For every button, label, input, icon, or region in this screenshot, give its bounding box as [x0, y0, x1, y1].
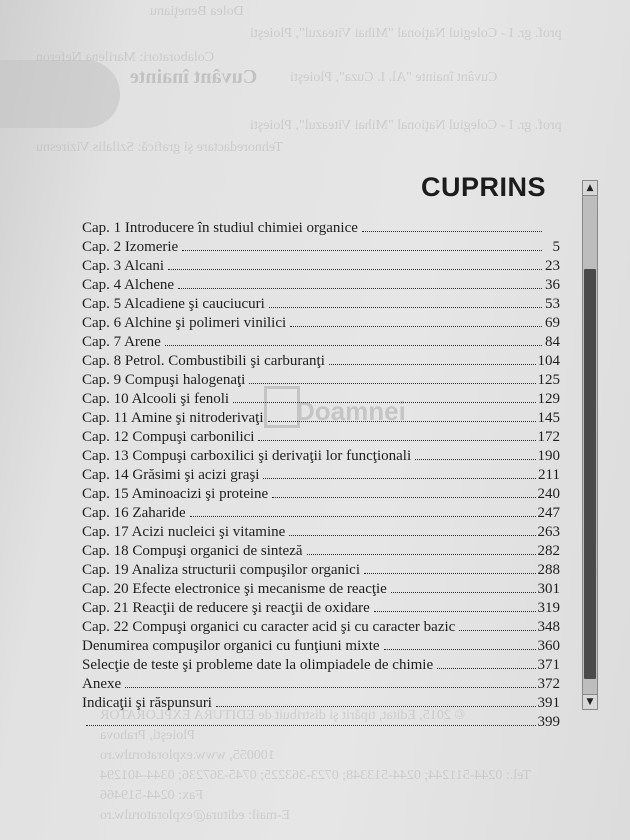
toc-entry-label: Denumirea compuşilor organici cu funţiuni mixte	[82, 638, 380, 654]
toc-entry[interactable]	[82, 713, 560, 732]
dot-leader	[391, 591, 536, 593]
toc-entry-page-number: 211	[538, 467, 560, 483]
dot-leader	[165, 344, 542, 346]
toc-entry[interactable]	[82, 561, 560, 580]
toc-entry-label: Cap. 7 Arene	[82, 334, 161, 350]
dot-leader	[258, 439, 535, 441]
dot-leader	[329, 363, 536, 365]
toc-entry[interactable]	[82, 257, 560, 276]
bleed-text-line: prof. gr. I - Colegiul Naţional "Mihai Viteazul", Ploieşti	[250, 26, 562, 41]
toc-entry[interactable]	[82, 694, 560, 713]
bleed-text-line: Tehnoredactare şi grafică: Szilalis Viziresnu	[36, 140, 283, 155]
watermark-text: Doamnei	[296, 396, 406, 426]
bleed-text-line: E-mail: editura@exploratorulw.ro	[100, 808, 291, 823]
toc-entry-label: Cap. 19 Analiza structurii compuşilor organici	[82, 562, 360, 578]
toc-entry[interactable]	[82, 333, 560, 352]
toc-entry-label: Cap. 5 Alcadiene şi cauciucuri	[82, 296, 265, 312]
toc-entry[interactable]	[82, 276, 560, 295]
bleed-heading: Cuvânt înainte	[130, 66, 258, 88]
toc-entry[interactable]	[82, 238, 560, 257]
bleed-text-line: Dolea Beneţianu	[150, 4, 244, 19]
toc-entry-label: Cap. 11 Amine şi nitroderivaţi	[82, 410, 264, 426]
toc-entry[interactable]	[82, 542, 560, 561]
dot-leader	[289, 534, 535, 536]
bleed-text-line: © 2015, Editat, tipărit şi distribuit de EDITURA EXPLORATOR	[100, 708, 466, 723]
toc-title: CUPRINS	[420, 172, 546, 202]
toc-entry-page-number: 399	[537, 714, 560, 730]
toc-entry-label: Cap. 14 Grăsimi şi acizi graşi	[82, 467, 260, 483]
toc-entry-label: Cap. 13 Compuşi carboxilici şi derivaţii lor funcţionali	[82, 448, 412, 464]
toc-entry-page-number: 125	[537, 372, 560, 388]
toc-entry-label: Cap. 22 Compuşi organici cu caracter acid şi cu caracter bazic	[82, 619, 456, 635]
dot-leader	[178, 287, 542, 289]
toc-entry-page-number: 348	[537, 619, 560, 635]
toc-entry-page-number: 372	[537, 676, 560, 692]
toc-entry[interactable]	[82, 485, 560, 504]
toc-entry[interactable]	[82, 314, 560, 333]
toc-entry-page-number: 190	[537, 448, 560, 464]
toc-entry-label: Cap. 6 Alchine şi polimeri vinilici	[82, 315, 287, 331]
toc-entry[interactable]	[82, 599, 560, 618]
toc-entry-label: Cap. 18 Compuşi organici de sinteză	[82, 543, 303, 559]
bleed-text-line: Fax: 0244-519466	[100, 788, 204, 803]
toc-entry[interactable]	[82, 675, 560, 694]
toc-entry-label: Cap. 3 Alcani	[82, 258, 165, 274]
toc-entry[interactable]	[82, 580, 560, 599]
bleed-text-line: 100055, www.exploratorulw.ro	[100, 748, 275, 763]
dot-leader	[307, 553, 536, 555]
toc-entry-page-number: 36	[545, 277, 560, 293]
toc-entry-label: Cap. 4 Alchene	[82, 277, 175, 293]
vertical-scrollbar[interactable]	[582, 180, 598, 710]
dot-leader	[437, 667, 535, 669]
toc-entry-page-number: 240	[537, 486, 560, 502]
dot-leader	[168, 268, 542, 270]
toc-entry-page-number: 371	[537, 657, 560, 673]
bleed-text-line: Tel.: 0244-511244; 0244-513348; 0723-363225; 0745-367236; 0344-401294	[100, 768, 531, 783]
toc-entry[interactable]	[82, 390, 560, 409]
toc-entry-page-number: 301	[537, 581, 560, 597]
toc-entry-page-number: 69	[545, 315, 560, 331]
toc-entry-label: Cap. 2 Izomerie	[82, 239, 179, 255]
toc-entry-page-number: 247	[537, 505, 560, 521]
dot-leader	[182, 249, 542, 251]
dot-leader	[263, 477, 536, 479]
toc-entry[interactable]	[82, 447, 560, 466]
toc-entry-page-number: 288	[537, 562, 560, 578]
toc-entry-label: Cap. 10 Alcooli şi fenoli	[82, 391, 230, 407]
toc-entry-label: Indicaţii şi răspunsuri	[82, 695, 212, 711]
toc-entry-label: Cap. 20 Efecte electronice şi mecanisme de reacţie	[82, 581, 387, 597]
toc-entry-page-number: 172	[537, 429, 560, 445]
bleed-text-line: Ploieşti, Prahova	[100, 728, 195, 743]
toc-entry-label: Cap. 15 Aminoacizi şi proteine	[82, 486, 269, 502]
dot-leader	[415, 458, 535, 460]
toc-entry[interactable]	[82, 428, 560, 447]
dot-leader	[249, 382, 535, 384]
toc-entry-label: Cap. 17 Acizi nucleici şi vitamine	[82, 524, 286, 540]
dot-leader	[216, 705, 536, 707]
toc-entry-page-number: 145	[537, 410, 560, 426]
toc-entry-page-number: 23	[545, 258, 560, 274]
toc-entry[interactable]	[82, 219, 560, 238]
toc-entry-page-number: 319	[537, 600, 560, 616]
toc-entry-page-number: 391	[537, 695, 560, 711]
toc-entry[interactable]	[82, 466, 560, 485]
dot-leader	[364, 572, 536, 574]
toc-entry-page-number: 84	[545, 334, 560, 350]
toc-entry[interactable]	[82, 409, 560, 428]
toc-entry-page-number: 5	[552, 239, 560, 255]
dot-leader	[362, 230, 542, 232]
dot-leader	[233, 401, 535, 403]
triangle-up-icon: ▲	[586, 183, 594, 193]
toc-entry[interactable]	[82, 504, 560, 523]
toc-entry-page-number: 282	[537, 543, 560, 559]
toc-entry-label: Cap. 21 Reacţii de reducere şi reacţii de oxidare	[82, 600, 370, 616]
toc-entry-label: Cap. 8 Petrol. Combustibili şi carburanţi	[82, 353, 325, 369]
dot-leader	[86, 724, 536, 726]
scroll-up-button[interactable]	[583, 181, 597, 196]
triangle-down-icon: ▼	[586, 697, 594, 707]
toc-entry-label: Cap. 12 Compuşi carbonilici	[82, 429, 255, 445]
toc-entry-label: Cap. 1 Introducere în studiul chimiei organice	[82, 220, 358, 236]
toc-entry[interactable]	[82, 371, 560, 390]
dot-leader	[384, 648, 536, 650]
toc-entry[interactable]	[82, 295, 560, 314]
dot-leader	[459, 629, 535, 631]
bleed-through-band	[0, 60, 120, 128]
toc-entry[interactable]	[82, 656, 560, 675]
toc-entry-page-number: 263	[537, 524, 560, 540]
scroll-down-button[interactable]	[583, 694, 597, 709]
toc-entry-list	[82, 219, 560, 732]
dot-leader	[268, 420, 536, 422]
toc-entry-label: Cap. 9 Compuşi halogenaţi	[82, 372, 246, 388]
bleed-text-line: Colaboratori: Marilena Neferon	[36, 50, 215, 65]
toc-entry[interactable]	[82, 523, 560, 542]
toc-entry-label: Cap. 16 Zaharide	[82, 505, 186, 521]
dot-leader	[374, 610, 536, 612]
toc-entry-label: Anexe	[82, 676, 122, 692]
dot-leader	[190, 515, 536, 517]
toc-entry-page-number: 129	[537, 391, 560, 407]
toc-entry-label: Selecţie de teste şi probleme date la olimpiadele de chimie	[82, 657, 434, 673]
scroll-thumb[interactable]	[584, 269, 596, 679]
toc-entry[interactable]	[82, 618, 560, 637]
dot-leader	[290, 325, 542, 327]
dot-leader	[272, 496, 535, 498]
dot-leader	[125, 686, 535, 688]
toc-entry-page-number: 104	[537, 353, 560, 369]
toc-entry[interactable]	[82, 637, 560, 656]
dot-leader	[269, 306, 542, 308]
toc-entry-page-number: 360	[537, 638, 560, 654]
bleed-text-line: prof. gr. I - Colegiul Naţional "Mihai Viteazul", Ploieşti	[250, 118, 562, 133]
bleed-text-line: Cuvânt înainte "Al. I. Cuza", Ploieşti	[290, 70, 498, 85]
toc-entry-page-number: 53	[545, 296, 560, 312]
toc-entry[interactable]	[82, 352, 560, 371]
